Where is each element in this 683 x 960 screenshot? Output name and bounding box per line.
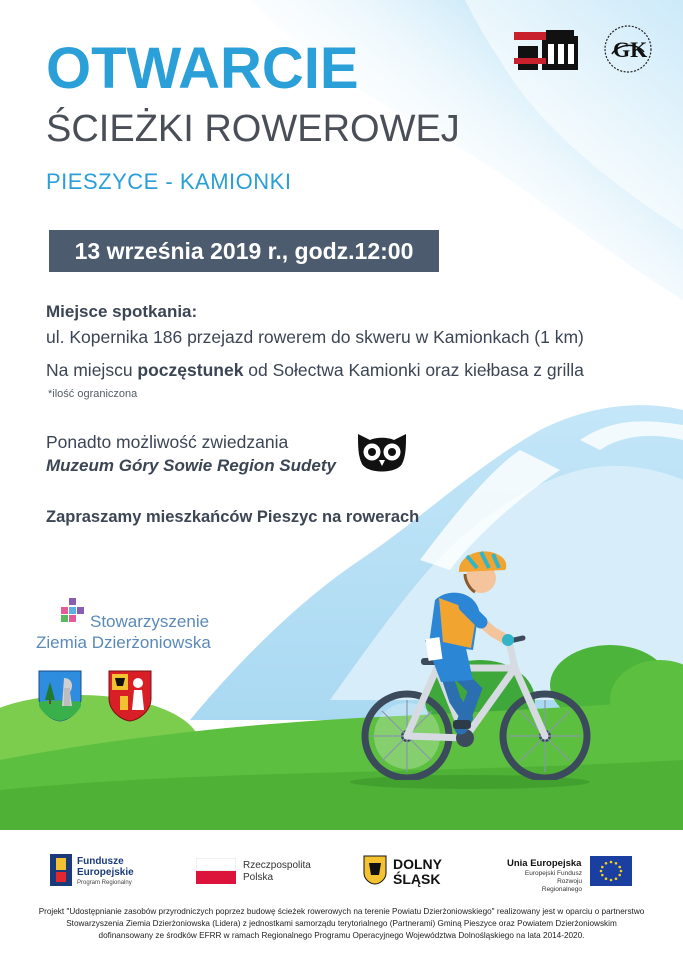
svg-text:GK: GK [613, 37, 648, 62]
food-info [46, 360, 584, 381]
meeting-address: ul. Kopernika 186 przejazd rowerem do skweru w Kamionkach (1 km) [46, 327, 584, 347]
museum-logo-icon [514, 26, 584, 74]
project-line-3: dofinansowany ze środków EFRR w ramach Regionalnego Programu Operacyjnego Województwa Dolnośląskiego na lata 2014-2020. [98, 930, 585, 940]
date-banner: 13 września 2019 r., godz.12:00 [49, 230, 439, 272]
fe-program: Program Regionalny [77, 880, 132, 886]
limited-note: *ilość ograniczona [48, 388, 138, 400]
invitation-text: Zapraszamy mieszkańców Pieszyc na rowerach [46, 508, 420, 526]
fundusze-icon [50, 854, 72, 886]
ue-fund-2: Rozwoju Regionalnego [541, 877, 582, 893]
ue-fund [520, 870, 582, 893]
fe-name-2: Europejskie [77, 866, 134, 878]
title-main: OTWARCIE [46, 36, 359, 101]
project-line-1: Projekt "Udostępnianie zasobów przyrodniczych poprzez budowę ścieżek rowerowych na terenie Powiatu Dzierżoniowskiego" realizowany jest w oparciu o partnerstwo [38, 907, 645, 916]
museum-line-1: Ponadto możliwość zwiedzania [46, 432, 289, 452]
fe-name-1: Fundusze [77, 856, 124, 867]
project-line-2: Stowarzyszenia Ziemia Dzierżoniowska (Lidera) z jednostkami samorządu terytorialnego (Partnerami) Gminą Pieszyce oraz Powiatem Dzierżoniowskim [66, 918, 617, 928]
rp-line-1: Rzeczpospolita [243, 860, 311, 871]
fe-logo-text [77, 857, 134, 878]
association-name-2: Ziemia Dzierżoniowska [36, 633, 211, 652]
owl-icon [356, 432, 408, 478]
ds-line-2: ŚLĄSK [393, 870, 441, 887]
title-location: PIESZYCE - KAMIONKI [46, 169, 292, 194]
food-suffix: od Sołectwa Kamionki oraz kiełbasa z grilla [243, 360, 584, 380]
ds-line-1: DOLNY [393, 856, 442, 872]
meeting-heading: Miejsce spotkania: [46, 302, 198, 321]
museum-line-2: Muzeum Góry Sowie Region Sudety [46, 456, 336, 475]
polish-flag-icon [196, 858, 236, 884]
ue-title: Unia Europejska [507, 858, 582, 869]
food-bold: poczęstunek [137, 360, 244, 380]
project-description [20, 906, 663, 942]
title-subtitle: ŚCIEŻKI ROWEROWEJ [46, 108, 460, 150]
crest-2-icon [108, 670, 152, 722]
gok-logo-icon [596, 24, 660, 74]
food-prefix: Na miejscu [46, 360, 138, 380]
crest-1-icon [38, 670, 82, 722]
association-name-1: Stowarzyszenie [90, 612, 210, 631]
rp-logo-text [243, 860, 311, 883]
assoc-logo-icon [60, 598, 86, 624]
ue-fund-1: Europejski Fundusz [524, 870, 582, 877]
ds-logo-text [393, 857, 442, 886]
dolny-slask-icon [363, 855, 387, 885]
cyclist-illustration [355, 540, 605, 780]
rp-line-2: Polska [243, 871, 274, 883]
eu-flag-icon [590, 856, 632, 886]
